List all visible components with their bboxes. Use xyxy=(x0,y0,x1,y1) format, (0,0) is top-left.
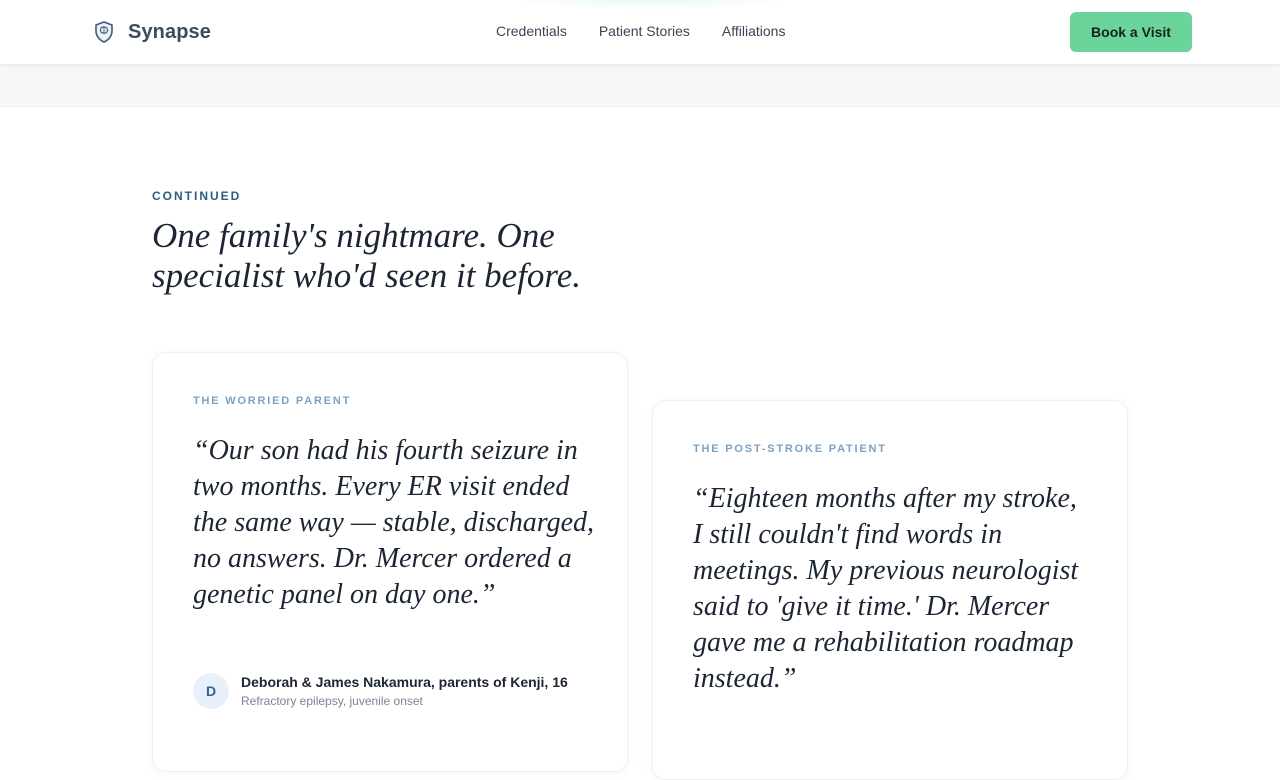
section-eyebrow: CONTINUED xyxy=(152,189,242,203)
header-glow xyxy=(480,0,820,10)
header-band xyxy=(0,65,1280,107)
brand-name: Synapse xyxy=(128,20,211,43)
site-header xyxy=(0,0,1280,65)
testimonial-quote: “Eighteen months after my stroke, I still couldn't find words in meetings. My previous neurologist said to 'give it time.' Dr. Mercer gave me a rehabilitation roadmap instead.” xyxy=(693,483,1079,694)
testimonial-label: THE WORRIED PARENT xyxy=(193,395,352,407)
avatar: D xyxy=(193,673,229,709)
testimonial-attribution xyxy=(193,673,568,709)
attribution-detail: Refractory epilepsy, juvenile onset xyxy=(241,694,423,708)
attribution-name: Deborah & James Nakamura, parents of Kenji, 16 xyxy=(241,674,568,690)
testimonial-quote: “Our son had his fourth seizure in two months. Every ER visit ended the same way — stable, discharged, no answers. Dr. Mercer ordered a genetic panel on day one.” xyxy=(193,435,595,610)
section-headline: One family's nightmare. One specialist who'd seen it before. xyxy=(152,216,582,295)
nav-credentials[interactable]: Credentials xyxy=(496,23,567,39)
nav-affiliations[interactable]: Affiliations xyxy=(721,23,786,39)
testimonial-label: THE POST-STROKE PATIENT xyxy=(693,443,887,455)
attribution-text xyxy=(241,674,568,708)
nav-patient-stories[interactable]: Patient Stories xyxy=(598,23,690,39)
book-visit-button[interactable]: Book a Visit xyxy=(1070,12,1192,52)
testimonial-card xyxy=(152,352,628,772)
brand-logo-link[interactable] xyxy=(92,19,211,45)
testimonial-card xyxy=(652,400,1128,780)
main-nav xyxy=(496,23,785,39)
brain-shield-icon xyxy=(92,20,116,44)
